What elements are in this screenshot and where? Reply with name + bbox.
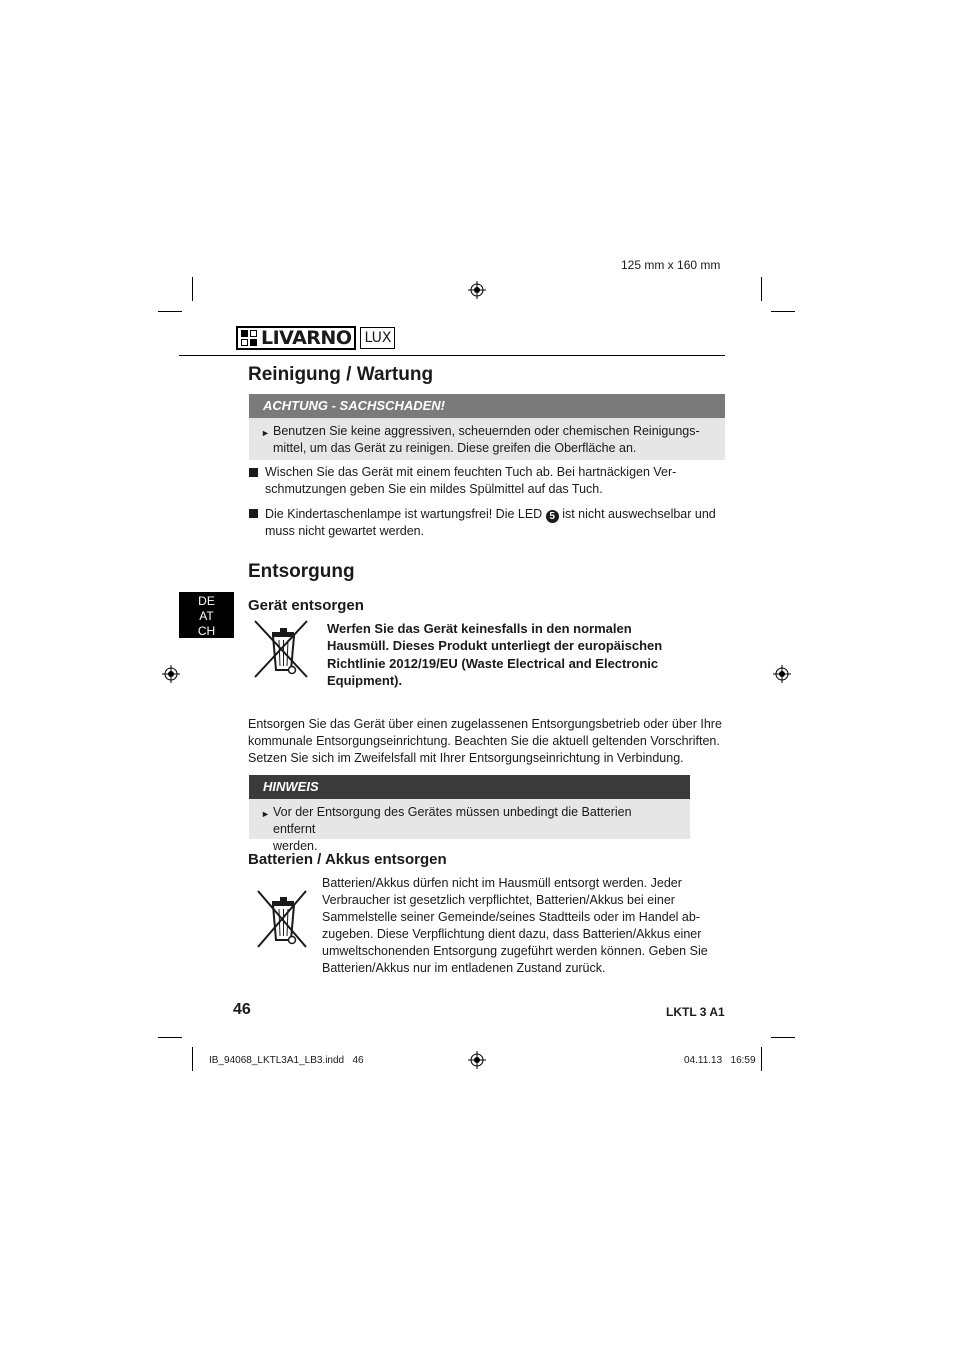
text-line: Sammelstelle seiner Gemeinde/seines Stadtteils oder im Handel ab- — [322, 910, 700, 924]
crossed-bin-icon — [256, 888, 308, 950]
crop-mark — [761, 277, 762, 301]
warning-item-line: Benutzen Sie keine aggressiven, scheuernden oder chemischen Reinigungs- — [273, 424, 700, 438]
warning-box — [249, 394, 725, 460]
warning-box-header: ACHTUNG - SACHSCHADEN! — [249, 394, 725, 418]
note-box-header: HINWEIS — [249, 775, 690, 799]
logo-livarno — [236, 326, 356, 350]
square-bullet-icon — [249, 509, 258, 518]
text-line: Richtlinie 2012/19/EU (Waste Electrical and Electronic — [327, 655, 659, 671]
crop-mark — [158, 311, 182, 312]
lang-code: DE — [198, 594, 215, 608]
text-line — [265, 506, 725, 523]
text-line: schmutzungen geben Sie ein mildes Spülmittel auf das Tuch. — [265, 482, 603, 496]
registration-mark-icon — [162, 665, 180, 683]
arrow-right-icon: ► — [261, 809, 270, 819]
subsection-title-device: Gerät entsorgen — [248, 597, 364, 614]
text-line: Werfen Sie das Gerät keinesfalls in den normalen — [327, 621, 632, 636]
text-line: umweltschonenden Entsorgung zugeführt werden können. Geben Sie — [322, 944, 708, 958]
page-number: 46 — [233, 1001, 251, 1018]
text-line: zugeben. Diese Verpflichtung dient dazu, dass Batterien/Akkus einer — [322, 927, 702, 941]
weee-notice — [327, 620, 725, 689]
bullet-text — [265, 506, 725, 540]
registration-mark-icon — [773, 665, 791, 683]
logo-lux: LUX — [360, 327, 395, 349]
bullet-text — [265, 464, 725, 498]
section-title-cleaning: Reinigung / Wartung — [248, 364, 434, 385]
warning-item-line: mittel, um das Gerät zu reinigen. Diese greifen die Oberfläche an. — [273, 441, 637, 455]
crossed-bin-icon — [252, 618, 310, 680]
text-line: Setzen Sie sich im Zweifelsfall mit Ihrer Entsorgungseinrichtung in Verbindung. — [248, 751, 684, 765]
lang-code: AT — [199, 609, 214, 623]
date-label: 04.11.13 16:59 — [684, 1055, 756, 1066]
text-line: Wischen Sie das Gerät mit einem feuchten Tuch ab. Bei hartnäckigen Ver- — [265, 465, 677, 479]
disposal-paragraph — [248, 716, 725, 767]
language-tab — [179, 592, 234, 638]
note-item-line: Vor der Entsorgung des Gerätes müssen unbedingt die Batterien entfernt — [273, 805, 632, 836]
note-box — [249, 775, 690, 853]
note-item-line: werden. — [273, 839, 318, 853]
logo-brand-text: LIVARNO — [261, 327, 352, 349]
text-line: Equipment). — [327, 672, 403, 688]
header-rule — [179, 355, 725, 356]
text-segment: ist nicht auswechselbar und — [562, 507, 716, 521]
text-line: Batterien/Akkus nur im entladenen Zustand zurück. — [322, 961, 606, 975]
crop-mark — [771, 311, 795, 312]
lang-code: CH — [197, 624, 216, 638]
model-number: LKTL 3 A1 — [666, 1005, 725, 1019]
crop-mark — [761, 1047, 762, 1071]
warning-box-item — [249, 418, 725, 463]
text-line: kommunale Entsorgungseinrichtung. Beachten Sie die aktuell geltenden Vorschriften. — [248, 734, 720, 748]
square-bullet-icon — [249, 468, 258, 477]
registration-mark-icon — [468, 281, 486, 299]
format-label: 125 mm x 160 mm — [621, 258, 721, 272]
text-line: Hausmüll. Dieses Produkt unterliegt der europäischen — [327, 638, 663, 654]
subsection-title-batteries: Batterien / Akkus entsorgen — [248, 851, 447, 868]
file-label: IB_94068_LKTL3A1_LB3.indd 46 — [209, 1055, 364, 1066]
crop-mark — [158, 1037, 182, 1038]
registration-mark-icon — [468, 1051, 486, 1069]
crop-mark — [771, 1037, 795, 1038]
text-segment: Die Kindertaschenlampe ist wartungsfrei! Die LED — [265, 507, 543, 521]
crop-mark — [192, 277, 193, 301]
text-line: muss nicht gewartet werden. — [265, 524, 425, 538]
logo-mark-icon — [241, 330, 257, 346]
section-title-disposal: Entsorgung — [248, 561, 355, 582]
text-line: Entsorgen Sie das Gerät über einen zugelassenen Entsorgungsbetrieb oder über Ihre — [248, 717, 722, 731]
arrow-right-icon: ► — [261, 428, 270, 438]
text-line: Batterien/Akkus dürfen nicht im Hausmüll entsorgt werden. Jeder — [322, 876, 682, 890]
brand-logo — [236, 326, 395, 350]
battery-paragraph — [322, 875, 725, 977]
text-line: Verbraucher ist gesetzlich verpflichtet, Batterien/Akkus bei einer — [322, 893, 675, 907]
led-reference-badge: 5 — [546, 510, 559, 523]
crop-mark — [192, 1047, 193, 1071]
